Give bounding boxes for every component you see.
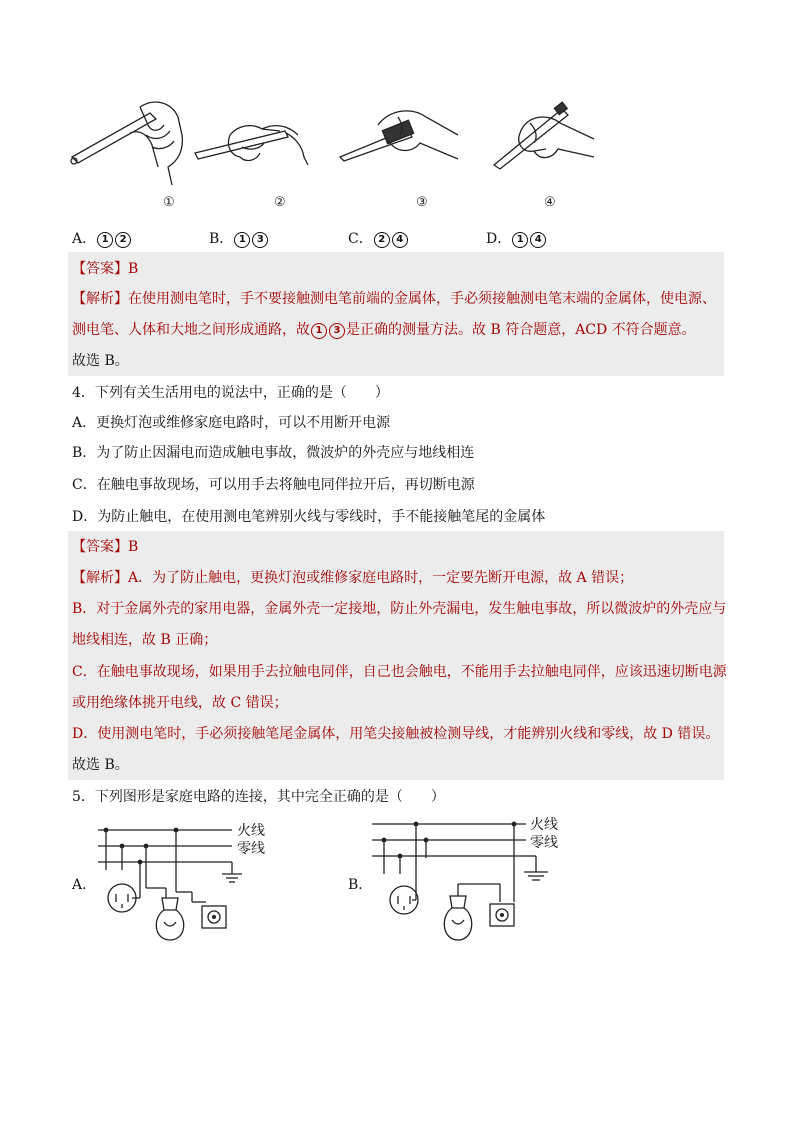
q4-option-a: A．更换灯泡或维修家庭电路时，可以不用断开电源 bbox=[72, 415, 391, 431]
q4-analysis-line-2: B．对于金属外壳的家用电器，金属外壳一定接地，防止外壳漏电，发生触电事故，所以微波炉的外壳应与 bbox=[72, 601, 727, 617]
q3-option-d: D． 1 4 bbox=[486, 228, 547, 248]
circled-number: 4 bbox=[392, 232, 408, 248]
q3-answer: 【答案】B bbox=[72, 261, 139, 277]
test-pen-illustrations bbox=[60, 95, 680, 195]
q5-diagram-a-live-label: 火线 bbox=[237, 823, 265, 839]
q4-analysis-line-4: C．在触电事故现场，如果用手去拉触电同伴，自己也会触电，不能用手去拉触电同伴，应该迅速切断电源 bbox=[72, 664, 727, 680]
q5-stem: 5．下列图形是家庭电路的连接，其中完全正确的是（ ） bbox=[72, 789, 445, 805]
q4-analysis-line-3: 地线相连，故 B 正确； bbox=[72, 632, 218, 648]
q4-option-c: C．在触电事故现场，可以用手去将触电同伴拉开后，再切断电源 bbox=[72, 477, 475, 493]
q5-diagram-b-letter: B． bbox=[348, 877, 373, 893]
figure-2-hand-pen bbox=[195, 126, 308, 165]
q4-conclusion: 故选 B。 bbox=[72, 757, 129, 773]
q5-diagram-b-neutral-label: 零线 bbox=[530, 835, 558, 851]
figure-4-hand-pen bbox=[494, 102, 594, 169]
q4-stem: 4．下列有关生活用电的说法中，正确的是（ ） bbox=[72, 385, 389, 401]
figure-1-hand-pen bbox=[71, 102, 182, 185]
circled-number: 3 bbox=[252, 232, 268, 248]
circled-number: 1 bbox=[512, 232, 528, 248]
q3-analysis-line-2: 测电笔、人体和大地之间形成通路，故 1 3 是正确的测量方法。故 B 符合题意，ACD 不符合题意。 bbox=[72, 322, 696, 338]
figure-3-hand-pen bbox=[340, 111, 458, 161]
q4-option-b: B．为了防止因漏电而造成触电事故，微波炉的外壳应与地线相连 bbox=[72, 445, 475, 461]
circled-number: 1 bbox=[234, 232, 250, 248]
q3-answer-box bbox=[68, 252, 724, 376]
figure-label-4: ④ bbox=[544, 195, 556, 210]
q4-answer: 【答案】B bbox=[72, 539, 139, 555]
q3-option-b: B． 1 3 bbox=[209, 228, 269, 248]
q3-analysis-line-1: 【解析】在使用测电笔时，手不要接触测电笔前端的金属体，手必须接触测电笔末端的金属体，使电源、 bbox=[72, 291, 716, 307]
circled-number: 3 bbox=[329, 323, 345, 339]
q3-option-a: A． 1 2 bbox=[72, 228, 132, 248]
q5-diagram-a-letter: A． bbox=[72, 877, 97, 893]
circled-number: 2 bbox=[374, 232, 390, 248]
test-pen-figures bbox=[60, 95, 680, 210]
q4-analysis-line-5: 或用绝缘体挑开电线，故 C 错误； bbox=[72, 695, 288, 711]
q3-conclusion: 故选 B。 bbox=[72, 353, 129, 369]
q4-analysis-line-1: 【解析】A．为了防止触电，更换灯泡或维修家庭电路时，一定要先断开电源，故 A 错误； bbox=[72, 570, 634, 586]
q5-diagram-b-live-label: 火线 bbox=[530, 817, 558, 833]
circled-number: 1 bbox=[97, 232, 113, 248]
circled-number: 4 bbox=[530, 232, 546, 248]
circled-number: 2 bbox=[115, 232, 131, 248]
figure-label-1: ① bbox=[163, 195, 175, 210]
figure-label-2: ② bbox=[274, 195, 286, 210]
q5-diagram-a-neutral-label: 零线 bbox=[237, 841, 265, 857]
q3-option-c: C． 2 4 bbox=[348, 228, 409, 248]
q4-analysis-line-6: D．使用测电笔时，手必须接触笔尾金属体，用笔尖接触被检测导线，才能辨别火线和零线，故 D 错误。 bbox=[72, 726, 720, 742]
q4-option-d: D．为防止触电，在使用测电笔辨别火线与零线时，手不能接触笔尾的金属体 bbox=[72, 509, 546, 525]
circled-number: 1 bbox=[311, 323, 327, 339]
figure-label-3: ③ bbox=[416, 195, 428, 210]
